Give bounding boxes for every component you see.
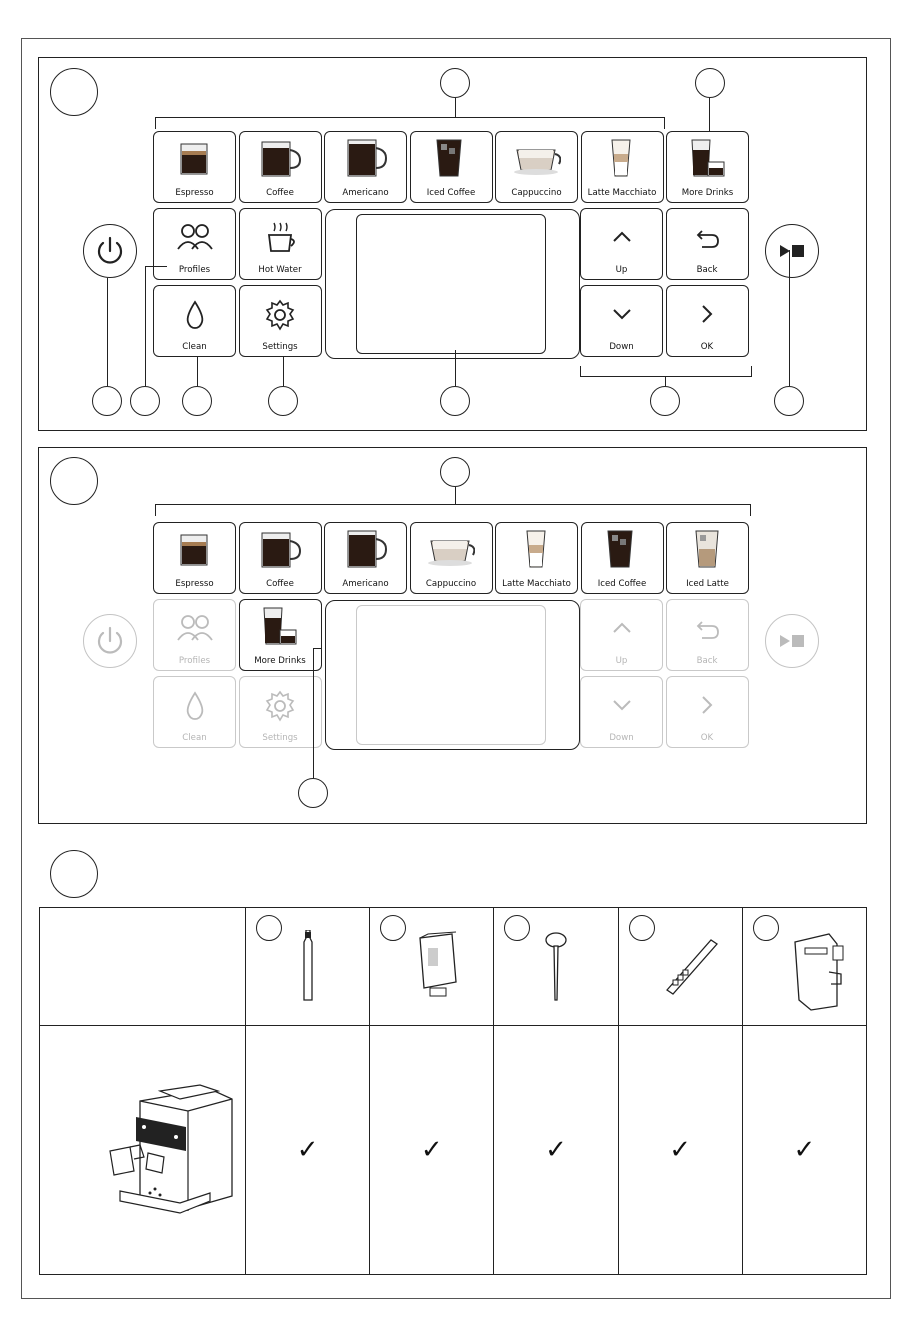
leader-line	[283, 356, 284, 386]
button-label: Settings	[262, 733, 298, 743]
power-icon	[83, 224, 137, 278]
gear-icon	[261, 689, 299, 727]
chevron-down-icon	[603, 689, 641, 727]
iced-coffee-glass-icon	[598, 529, 646, 575]
drink-label: Latte Macchiato	[502, 579, 571, 589]
measuring-scoop-icon	[536, 930, 600, 1014]
chevron-up-icon	[603, 612, 641, 650]
callout-circle	[504, 915, 530, 941]
check-cell	[618, 1026, 742, 1275]
espresso-cup-icon	[171, 138, 219, 184]
play-stop-icon	[765, 614, 819, 668]
callout-circle	[380, 915, 406, 941]
button-label: Profiles	[178, 656, 211, 666]
bracket-line	[155, 504, 156, 516]
drink-button[interactable]	[666, 522, 749, 594]
control-button[interactable]	[153, 676, 236, 748]
button-label: More Drinks	[254, 656, 306, 666]
callout-circle	[440, 457, 470, 487]
button-label: Up	[615, 656, 628, 666]
americano-mug-icon	[342, 138, 390, 184]
display-area	[356, 214, 546, 354]
accessory-cell	[742, 908, 866, 1026]
power-button[interactable]	[83, 614, 137, 668]
accessory-cell	[494, 908, 618, 1026]
control-button[interactable]	[239, 676, 322, 748]
cappuccino-cup-icon	[427, 529, 475, 575]
button-label: Settings	[262, 342, 298, 352]
check-cell	[494, 1026, 618, 1275]
control-button[interactable]	[666, 676, 749, 748]
control-button[interactable]	[239, 208, 322, 280]
test-strip-icon	[661, 930, 725, 1014]
drink-label: Iced Coffee	[426, 188, 476, 198]
callout-circle	[774, 386, 804, 416]
more-drinks-icon	[684, 138, 732, 184]
bracket-line	[580, 366, 581, 376]
callout-circle	[298, 778, 328, 808]
drink-button[interactable]	[324, 131, 407, 203]
bracket-line	[580, 376, 752, 377]
accessory-cell	[618, 908, 742, 1026]
table-header-cell	[40, 908, 246, 1026]
leader-line	[455, 350, 456, 386]
leader-line	[107, 278, 108, 386]
leader-line	[789, 250, 790, 386]
power-button[interactable]	[83, 224, 137, 278]
control-button[interactable]	[666, 208, 749, 280]
control-button[interactable]	[666, 599, 749, 671]
machine-cell	[40, 1026, 246, 1275]
control-button[interactable]	[239, 599, 322, 671]
drink-label: Iced Coffee	[597, 579, 647, 589]
drink-label: Latte Macchiato	[587, 188, 657, 198]
callout-circle	[695, 68, 725, 98]
callout-circle	[753, 915, 779, 941]
display-screen	[325, 209, 580, 359]
callout-circle	[268, 386, 298, 416]
callout-circle	[50, 850, 98, 898]
milk-jug-icon	[785, 930, 849, 1014]
button-label: OK	[700, 342, 714, 352]
more-drinks-icon	[256, 606, 304, 652]
leader-line	[709, 98, 710, 133]
button-label: Clean	[182, 342, 207, 352]
drink-label: Espresso	[175, 188, 214, 198]
chevron-down-icon	[603, 298, 641, 336]
check-cell	[370, 1026, 494, 1275]
button-label: Down	[609, 733, 634, 743]
americano-mug-icon	[342, 529, 390, 575]
button-label: Up	[615, 265, 628, 275]
bracket-line	[155, 504, 751, 505]
profiles-icon	[176, 221, 214, 259]
coffee-mug-icon	[256, 529, 304, 575]
drink-label: Espresso	[175, 579, 214, 589]
bracket-line	[750, 504, 751, 516]
leader-line	[145, 266, 146, 386]
control-button[interactable]	[580, 599, 663, 671]
control-button[interactable]	[153, 599, 236, 671]
start-stop-button[interactable]	[765, 614, 819, 668]
drink-label: More Drinks	[681, 188, 734, 198]
check-mark-icon: ✓	[296, 1135, 319, 1165]
play-stop-icon	[765, 224, 819, 278]
check-cell	[246, 1026, 370, 1275]
leader-line	[455, 487, 456, 504]
chevron-right-icon	[688, 298, 726, 336]
button-label: Down	[609, 342, 634, 352]
bracket-line	[664, 117, 665, 129]
drink-button[interactable]	[153, 131, 236, 203]
callout-circle	[650, 386, 680, 416]
check-mark-icon: ✓	[545, 1135, 567, 1165]
coffee-machine-icon	[100, 1081, 240, 1231]
callout-circle	[50, 68, 98, 116]
latte-macchiato-glass-icon	[598, 138, 646, 184]
back-arrow-icon	[688, 221, 726, 259]
gear-icon	[261, 298, 299, 336]
drop-icon	[176, 298, 214, 336]
back-arrow-icon	[688, 612, 726, 650]
drink-button[interactable]	[324, 522, 407, 594]
drink-button[interactable]	[410, 131, 493, 203]
button-label: Profiles	[178, 265, 211, 275]
drink-button[interactable]	[153, 522, 236, 594]
drink-label: Coffee	[266, 188, 294, 198]
drink-button[interactable]	[239, 131, 322, 203]
drink-label: Cappuccino	[425, 579, 477, 589]
leader-line	[197, 356, 198, 386]
drink-label: Americano	[342, 579, 389, 589]
drink-button[interactable]	[666, 131, 749, 203]
callout-circle	[629, 915, 655, 941]
leader-line	[145, 266, 167, 267]
callout-circle	[130, 386, 160, 416]
control-button[interactable]	[580, 676, 663, 748]
drink-label: Cappuccino	[511, 188, 562, 198]
bracket-line	[751, 366, 752, 376]
iced-latte-glass-icon	[684, 529, 732, 575]
drink-label: Coffee	[266, 579, 294, 589]
control-button[interactable]	[239, 285, 322, 357]
callout-circle	[440, 68, 470, 98]
button-label: Hot Water	[258, 265, 302, 275]
callout-circle	[92, 386, 122, 416]
drop-icon	[176, 689, 214, 727]
cappuccino-cup-icon	[513, 138, 561, 184]
control-button[interactable]	[580, 208, 663, 280]
water-filter-icon	[412, 930, 476, 1014]
bracket-line	[155, 117, 156, 129]
button-label: Back	[696, 265, 718, 275]
chevron-up-icon	[603, 221, 641, 259]
button-label: Back	[696, 656, 718, 666]
callout-circle	[50, 457, 98, 505]
iced-coffee-glass-icon	[427, 138, 475, 184]
control-button[interactable]	[580, 285, 663, 357]
drink-button[interactable]	[495, 131, 578, 203]
display-area	[356, 605, 546, 745]
start-stop-button[interactable]	[765, 224, 819, 278]
callout-circle	[182, 386, 212, 416]
leader-line	[455, 98, 456, 117]
control-button[interactable]	[153, 285, 236, 357]
grease-tube-icon	[288, 930, 352, 1014]
leader-line	[313, 648, 314, 778]
chevron-right-icon	[688, 689, 726, 727]
espresso-cup-icon	[171, 529, 219, 575]
coffee-mug-icon	[256, 138, 304, 184]
drink-button[interactable]	[581, 131, 664, 203]
callout-circle	[256, 915, 282, 941]
drink-label: Iced Latte	[686, 579, 729, 589]
control-button[interactable]	[153, 208, 236, 280]
hot-water-icon	[261, 221, 299, 259]
bracket-line	[155, 117, 665, 118]
callout-circle	[440, 386, 470, 416]
leader-line	[665, 376, 666, 386]
leader-line	[313, 648, 321, 649]
drink-button[interactable]	[410, 522, 493, 594]
drink-button[interactable]	[581, 522, 664, 594]
latte-macchiato-glass-icon	[513, 529, 561, 575]
drink-label: Americano	[342, 188, 389, 198]
check-mark-icon: ✓	[420, 1135, 443, 1165]
button-label: OK	[700, 733, 714, 743]
profiles-icon	[176, 612, 214, 650]
display-screen	[325, 600, 580, 750]
control-button[interactable]	[666, 285, 749, 357]
accessory-cell	[370, 908, 494, 1026]
accessory-cell	[246, 908, 370, 1026]
check-mark-icon: ✓	[793, 1135, 816, 1165]
accessories-table	[39, 907, 867, 1275]
drink-button[interactable]	[495, 522, 578, 594]
button-label: Clean	[182, 733, 207, 743]
drink-button[interactable]	[239, 522, 322, 594]
power-icon	[83, 614, 137, 668]
check-mark-icon: ✓	[669, 1135, 692, 1165]
check-cell	[742, 1026, 866, 1275]
